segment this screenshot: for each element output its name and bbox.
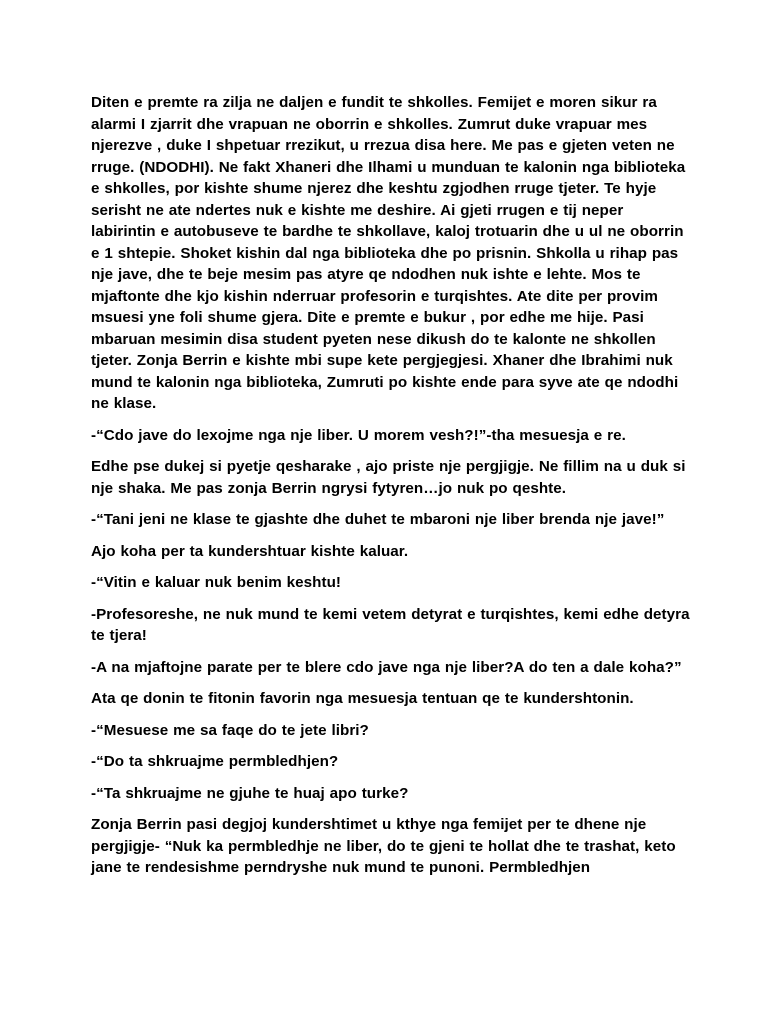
paragraph-dialogue: -“Tani jeni ne klase te gjashte dhe duhet te mbaroni nje liber brenda nje jave!” xyxy=(91,511,665,528)
paragraph-dialogue: -“Ta shkruajme ne gjuhe te huaj apo turke? xyxy=(91,784,409,802)
paragraph-dialogue: -“Mesuese me sa faqe do te jete libri? xyxy=(91,721,369,739)
paragraph-dialogue: -Profesoreshe, ne nuk mund te kemi vetem detyrat e turqishtes, kemi edhe detyra te tjera! xyxy=(91,605,690,644)
paragraph-narrative: Diten e premte ra zilja ne daljen e fundit te shkolles. Femijet e moren sikur ra alarmi I zjarrit dhe vrapuan ne oborrin e shkolles. Zumrut duke vrapuar mes njerezve , duke I shpetuar rrezikut, u rrezua disa here. Me pas e gjeten veten ne rruge. (NDODHI). Ne fakt Xhaneri dhe Ilhami u munduan te kalonin nga biblioteka e shkolles, por kishte shume njerez dhe keshtu zgjodhen rruge tjeter. Te hyje serisht ne ate ndertes nuk e kishte me deshire. Ai gjeti rrugen e tij neper labirintin e autobuseve te bardhe te shkollave, kaloj trotuarin dhe u ul ne oborrin e 1 shtepie. Shoket kishin dal nga biblioteka dhe po prisnin. Shkolla u rihap pas nje jave, dhe te beje mesim pas atyre qe ndodhen nuk ishte e lehte. Mos te mjaftonte dhe kjo kishin nderruar profesorin e turqishtes. Ate dite per provim msuesi yne foli shume gjera. Dite e premte e bukur , por edhe me hije. Pasi mbaruan mesimin disa student pyeten nese dikush do te kalonte ne shkollen tjeter. Zonja Berrin e kishte mbi supe kete pergjegjesi. Xhaner dhe Ibrahimi nuk mund te kalonin nga biblioteka, Zumruti po kishte ende para syve ate qe ndodhi ne klase. xyxy=(91,94,686,412)
paragraph-dialogue: -“Do ta shkruajme permbledhjen? xyxy=(91,753,339,770)
paragraph-narrative: Edhe pse dukej si pyetje qesharake , ajo priste nje pergjigje. Ne fillim na u duk si nje shaka. Me pas zonja Berrin ngrysi fytyren…jo nuk po qeshte. xyxy=(91,458,686,497)
paragraph-narrative: Ajo koha per ta kundershtuar kishte kaluar. xyxy=(91,542,409,560)
paragraph-dialogue: -A na mjaftojne parate per te blere cdo jave nga nje liber?A do ten a dale koha?” xyxy=(91,658,682,676)
paragraph-dialogue: -“Vitin e kaluar nuk benim keshtu! xyxy=(91,574,342,591)
paragraph-dialogue: -“Cdo jave do lexojme nga nje liber. U morem vesh?!”-tha mesuesja e re. xyxy=(91,426,626,444)
document-body xyxy=(91,92,691,889)
paragraph-narrative: Ata qe donin te fitonin favorin nga mesuesja tentuan qe te kundershtonin. xyxy=(91,690,634,707)
paragraph-narrative: Zonja Berrin pasi degjoj kundershtimet u kthye nga femijet per te dhene nje pergjigje- “Nuk ka permbledhje ne liber, do te gjeni te hollat dhe te trashat, keto jane te rendesishme perndryshe nuk mund te punoni. Permbledhjen xyxy=(91,816,676,876)
